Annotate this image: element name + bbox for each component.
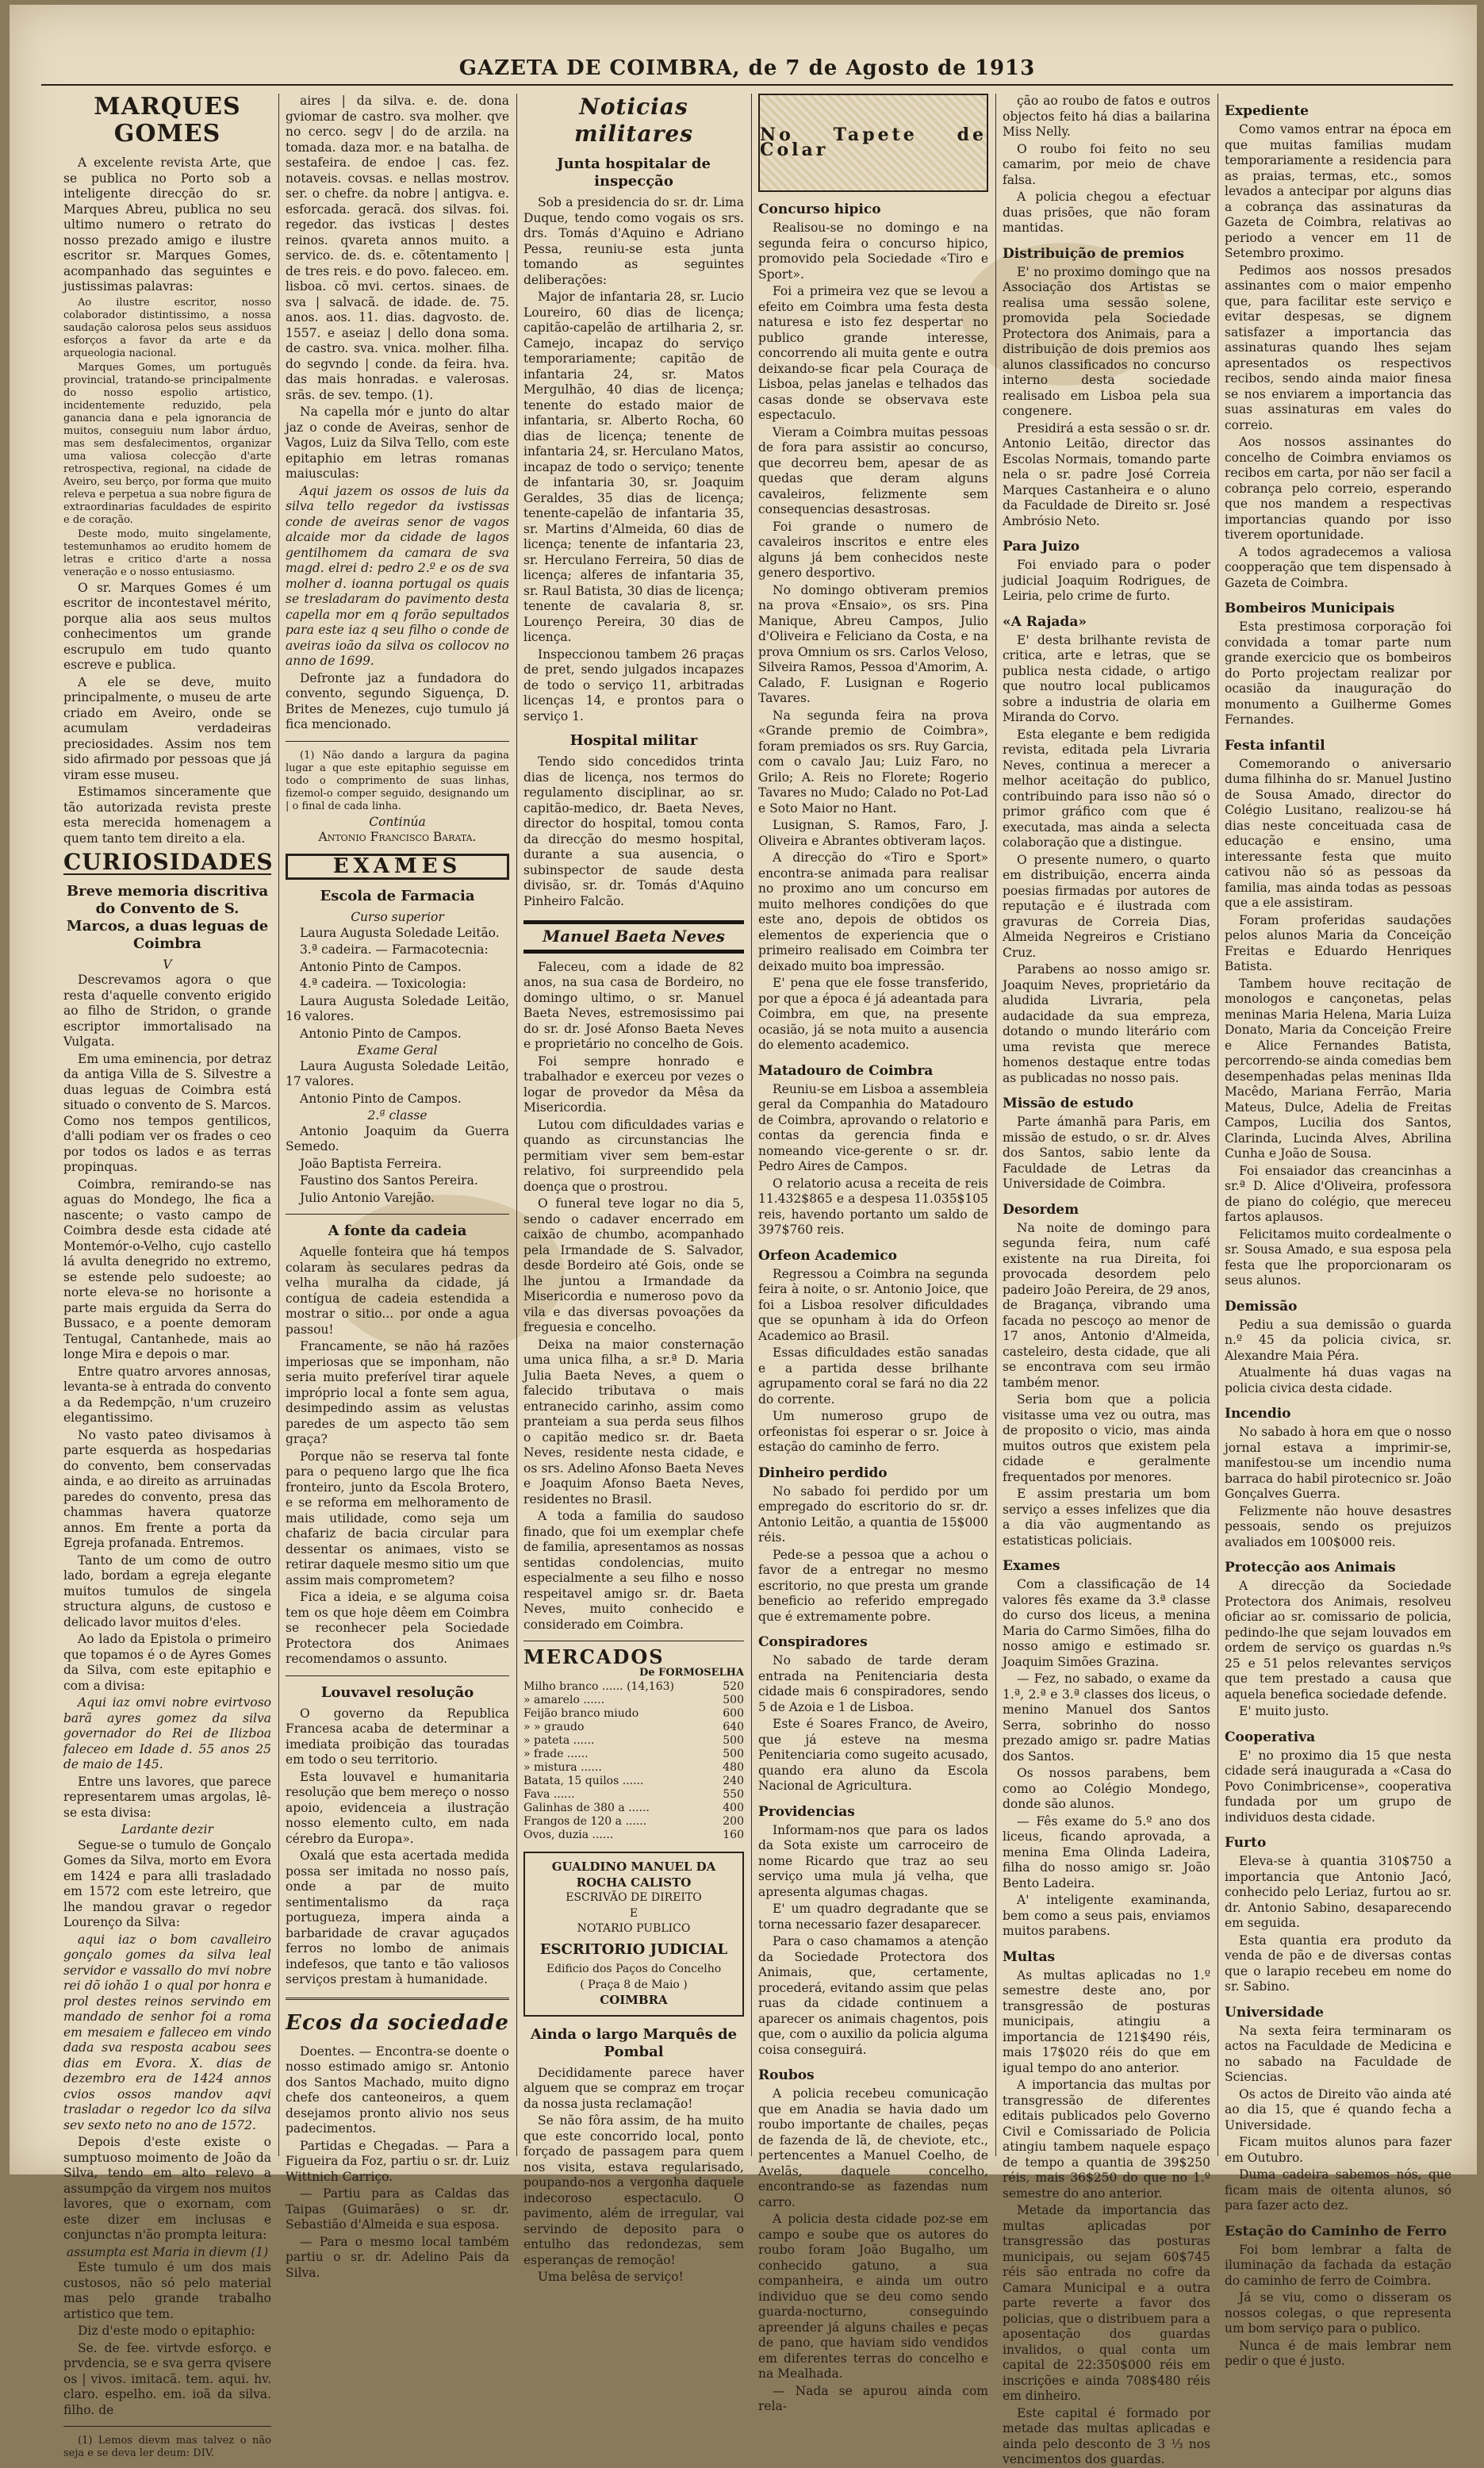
article-paragraph: Foi bom lembrar a falta de iluminação da fachada da estação do caminho de ferro de Coimbra.: [1225, 2242, 1451, 2288]
subheadline-hospital-militar: Hospital militar: [569, 732, 698, 749]
article-paragraph: Ao ilustre escritor, nosso colaborador distintissimo, a nossa saudação calorosa pelos seus assiduos esforços a favor da arte e da arqueologia nacional.: [63, 296, 271, 359]
article-paragraph: No sabado foi perdido por um empregado do escritorio do sr. dr. Antonio Leitão, a quantia de 15$000 réis.: [758, 1483, 988, 1545]
exam-entry: Antonio Pinto de Campos.: [300, 1091, 462, 1106]
ad-line: ( Praça 8 de Maio ): [580, 1978, 688, 1991]
article-paragraph: Pedimos aos nossos presados assinantes com o maior empenho que, para facilitar este serviço e evitar despesas, se dignem satisfazer a importancia das assinaturas quando lhes sejam apresentados os respectivos recibos, sendo ainda maior finesa se nos enviarem a importancia das suas assinaturas em vales do correio.: [1225, 263, 1451, 432]
column-3: [523, 94, 744, 2284]
ad-name: GUALDINO MANUEL DA ROCHA CALISTO: [551, 1860, 716, 1890]
market-location: De FORMOSELHA: [639, 1666, 744, 1679]
article-paragraph: No sabado de tarde deram entrada na Penitenciaria desta cidade mais 6 conspiradores, sendo 5 de Azoia e 1 de Lisboa.: [758, 1653, 988, 1714]
article-paragraph: A ele se deve, muito principalmente, o museu de arte criado em Aveiro, onde se acumulam verdadeiras preciosidades. Assim nos tem sido afirmado por pessoas que já viram esse museu.: [63, 674, 271, 782]
headline-distribuicao-premios: Distribuição de premios: [1003, 245, 1185, 262]
article-paragraph: Entre quatro arvores annosas, levanta-se à entrada do convento a da Redempção, n'um cruzeiro elegantissimo.: [63, 1364, 271, 1425]
continua-note: Continúa: [369, 814, 426, 829]
headline-curiosidades: CURIOSIDADES: [63, 849, 274, 875]
article-paragraph: A' inteligente examinanda, bem como a seus pais, enviamos muitos parabens.: [1003, 1893, 1210, 1938]
divider: [286, 1214, 509, 1215]
exam-entry: Antonio Pinto de Campos.: [300, 959, 462, 974]
article-paragraph: Este capital é formado por metade das multas aplicadas e ainda pelo desconto de 3 ⅓ nos vencimentos dos guardas.: [1003, 2405, 1210, 2466]
headline-a-rajada: «A Rajada»: [1003, 613, 1087, 630]
column-6: [1225, 94, 1451, 2368]
divider: [286, 1675, 509, 1676]
column-divider: [751, 94, 752, 2156]
article-paragraph: Tendo sido concedidos trinta dias de licença, nos termos do regulamento disciplinar, ao sr. capitão-medico, dr. Baeta Neves, director do hospital, tomou conta da direcção do mesmo hospital, durante a sua ausencia, o subinspector de saude desta divisão, sr. dr. Tomás d'Aquino Pinheiro Falcão.: [523, 754, 744, 908]
headline-desordem: Desordem: [1003, 1201, 1079, 1218]
subheadline-escola-farmacia: Escola de Farmacia: [320, 888, 475, 904]
ad-city: COIMBRA: [600, 1993, 668, 2007]
article-paragraph: Esta elegante e bem redigida revista, editada pela Livraria Neves, continua a merecer a melhor aceitação do publico, contribuindo para isso não só o primor gráfico com que é executada, mas ainda a selecta colaboração que a distingue.: [1003, 727, 1210, 850]
headline-orfeon: Orfeon Academico: [758, 1247, 897, 1264]
headline-conspiradores: Conspiradores: [758, 1634, 868, 1650]
headline-louvavel-resolucao: Louvavel resolução: [320, 1683, 474, 1701]
article-paragraph: Pediu a sua demissão o guarda n.º 45 da policia civica, sr. Alexandre Maia Péra.: [1225, 1317, 1451, 1363]
article-paragraph: Uma belêsa de serviço!: [538, 2270, 684, 2284]
headline-universidade: Universidade: [1225, 2004, 1324, 2021]
headline-demissao: Demissão: [1225, 1298, 1298, 1315]
exam-entry: João Baptista Ferreira.: [300, 1156, 442, 1171]
headline-expediente: Expediente: [1225, 103, 1309, 119]
exam-entry: Julio Antonio Varejão.: [300, 1190, 435, 1205]
masthead: [41, 52, 1453, 86]
headline-cooperativa: Cooperativa: [1225, 1729, 1316, 1745]
headline-multas: Multas: [1003, 1948, 1056, 1965]
article-paragraph: Se não fôra assim, de ha muito que este concorrido local, ponto forçado de passagem para quem nos visita, estava regularisado, poupando-nos a vergonha daquele indecoroso espectaculo. O pavimento, além de irregular, vai servindo de deposito para o entulho das redondezas, sem esperanças de remoção!: [523, 2113, 744, 2267]
headline-exames: EXAMES: [286, 854, 509, 881]
article-paragraph: Comemorando o aniversario duma filhinha do sr. Manuel Justino de Sousa Amado, director do Colégio Lusitano, realizou-se há dias neste conceituada casa de educação e ensino, uma interessante festa que muito cativou não só as pessoas da familia, mas ainda todas as pessoas que a ele assistiram.: [1225, 756, 1451, 910]
article-paragraph: Foi a primeira vez que se levou a efeito em Coimbra uma festa desta naturesa e isto fez despertar no publico grande interesse, concorrendo ali muita gente e outra deixando-se ficar pela Couraça de Lisboa, pelas janelas e telhados das casas donde se observava este espectaculo.: [758, 284, 988, 422]
newspaper-page: [10, 5, 1477, 2466]
headline-missao-estudo: Missão de estudo: [1003, 1096, 1134, 1111]
article-paragraph: A direcção da Sociedade Protectora dos Animais, resolveu oficiar ao sr. comissario de policia, pedindo-lhe que sejam louvados em ordem de serviço os guardas n.ºs 25 e 51 pelos relevantes serviços que tem prestado a causa que aquela benefica sociedade defende.: [1225, 1579, 1451, 1702]
column-divider: [516, 94, 517, 2156]
article-paragraph: A direcção do «Tiro e Sport» encontra-se animada para realisar no proximo ano um concurso em muito melhores condições do que este ano, depois de obtidos os elementos de experiencia que o primeiro realisado em Coimbra ter deixado muito boa impressão.: [758, 850, 988, 973]
headline-furto: Furto: [1225, 1835, 1267, 1851]
article-paragraph: Doentes. — Encontra-se doente o nosso estimado amigo sr. Antonio dos Santos Machado, muito digno chefe dos canteoneiros, a quem desejamos pronto alivio nos seus padecimentos.: [286, 2044, 509, 2136]
article-paragraph: Vieram a Coimbra muitas pessoas de fora para assistir ao concurso, que decorreu bem, apesar de as quedas que deram alguns cavaleiros, felizmente sem consequencias desastrosas.: [758, 424, 988, 516]
ad-line: NOTARIO PUBLICO: [577, 1922, 691, 1935]
divider: [286, 741, 509, 742]
ad-office: ESCRITORIO JUDICIAL: [539, 1940, 728, 1958]
article-paragraph: Foi sempre honrado e trabalhador e exerceu por vezes o logar de provedor da Mêsa da Misericordia.: [523, 1054, 744, 1115]
article-paragraph: Felizmente não houve desastres pessoais, sendo os prejuizos avaliados em 100$000 reis.: [1225, 1503, 1451, 1549]
article-paragraph: Inspeccionou tambem 26 praças de pret, sendo julgados incapazes de todo o serviço 11, arbitradas licenças 14, e prontos para o serviço 1.: [523, 647, 744, 724]
headline-largo-marques-pombal: Ainda o largo Marquês de Pombal: [530, 2025, 738, 2060]
article-paragraph: Porque não se reserva tal fonte para o pequeno largo que lhe fica fronteiro, junto da Escola Brotero, e se reforma em melhoramento de mais utilidade, como seja um chafariz de bacia circular para dessentar os animaes, visto se retirar daquele mesmo sitio um que assim mais comprometem?: [286, 1449, 509, 1587]
article-paragraph: Lusignan, S. Ramos, Faro, J. Oliveira e Abrantes obtiveram laços.: [758, 818, 988, 848]
headline-festa-infantil: Festa infantil: [1225, 737, 1325, 754]
headline-incendio: Incendio: [1225, 1406, 1291, 1422]
article-paragraph: Coimbra, remirando-se nas aguas do Mondego, lhe fica a nascente; o vasto campo de Coimbra desde esta cidade até Montemór-o-Velho, cujo castello lá avulta denegrido no extremo, se estende pelo sudoeste; ao norte eleva-se no horisonte a parte mais erguida da Serra do Bussaco, e a poente demoram Tentugal, Cantanhede, mais ao longe Mira e depois o mar.: [63, 1176, 271, 1361]
article-paragraph: Este é Soares Franco, de Aveiro, que já esteve na mesma Penitenciaria como sugeito acusado, quando era aluno da Escola Nacional de Agricultura.: [758, 1717, 988, 1793]
article-paragraph: Aos nossos assinantes do concelho de Coimbra enviamos os recibos em carta, por não ser facil a cobrança pelo correio, esperando que nos mandem a respectivas importancias quando por isso tiverem oportunidade.: [1225, 435, 1451, 542]
exam-entry: Antonio Pinto de Campos.: [300, 1026, 462, 1041]
article-paragraph: O governo da Republica Francesa acaba de determinar a imediata proibição das touradas em todo o seu territorio.: [286, 1706, 509, 1767]
market-row: Fava ...... 550: [523, 1788, 744, 1801]
article-paragraph: Na capella mór e junto do altar jaz o conde de Aveiras, senhor de Vagos, Luiz da Silva Tello, com este epitaphio em letras romanas maiusculas:: [286, 405, 509, 481]
article-paragraph: Entre uns lavores, que parece representarem umas argolas, lê-se esta divisa:: [63, 1774, 271, 1820]
article-paragraph: O relatorio acusa a receita de reis 11.432$865 e a despesa 11.035$105 reis, havendo portanto um saldo de 397$760 reis.: [758, 1176, 988, 1237]
article-paragraph: Ao lado da Epistola o primeiro que topamos é o de Ayres Gomes da Silva, com este epitaphio e com a divisa:: [63, 1632, 271, 1693]
article-paragraph: Sob a presidencia do sr. dr. Lima Duque, tendo como vogais os srs. drs. Tomás d'Aquino e Adriano Pessa, reuniu-se esta junta tomando as seguintes deliberações:: [523, 195, 744, 287]
article-paragraph: Segue-se o tumulo de Gonçalo Gomes da Silva, morto em Evora em 1424 e para alli trasladado em 1572 com este letreiro, que lhe mandou gravar o regedor Lourenço da Silva:: [63, 1837, 271, 1929]
headline-providencias: Providencias: [758, 1803, 855, 1820]
column-4: [758, 94, 988, 2413]
article-paragraph: Faleceu, com a idade de 82 anos, na sua casa de Bordeiro, no domingo ultimo, o sr. Manuel Baeta Neves, estremosissimo pai do sr. dr. José Afonso Baeta Neves e proprietário no concelho de Gois.: [523, 959, 744, 1051]
article-paragraph: A policia desta cidade poz-se em campo e soube que os autores do roubo foram João Bugalho, um conhecido gatuno, a sua companheira, e ainda um outro individuo que se deu como sendo guarda-nocturno, conseguindo apreender já alguns chailes e peças de pano, que haviam sido vendidos em diferentes terras do concelho e na Mealhada.: [758, 2212, 988, 2381]
ornament-title: No Tapete de Colar: [760, 124, 987, 160]
article-paragraph: Esta quantia era produto da venda de pão e de diversas contas que o larapio recebeu em nome do sr. Sabino.: [1225, 1933, 1451, 1994]
article-paragraph: A excelente revista Arte, que se publica no Porto sob a inteligente direcção do sr. Marques Abreu, publica no seu ultimo numero o retrato do nosso prezado amigo e ilustre escritor sr. Marques Gomes, acompanhado das seguintes e justissimas palavras:: [63, 155, 271, 294]
article-paragraph: Já se viu, como o disseram os nossos colegas, o que representa um bom serviço para o publico.: [1225, 2290, 1451, 2336]
article-paragraph: — Nada se apurou ainda com rela-: [758, 2383, 988, 2413]
article-paragraph: Nunca é de mais lembrar nem pedir o que é justo.: [1225, 2338, 1451, 2368]
ad-line: E: [629, 1906, 638, 1920]
article-paragraph: Parabens ao nosso amigo sr. Joaquim Neves, proprietário da aludida Livraria, pela audacidade da sua empreza, dotando o mundo literário com uma revista que merece homenos destaque entre todas as publicadas no nosso pais.: [1003, 962, 1210, 1085]
article-paragraph: Esta louvavel e humanitaria resolução que bem mereço o nosso apoio, evidenceia a ilustração nosso elemento culto, em nada cérebro da Europa».: [286, 1769, 509, 1846]
article-paragraph: O presente numero, o quarto em distribuição, encerra ainda poesias firmadas por autores de reputação e é ilustrada com gravuras de Correia Dias, Almeida Negreiros e Cristiano Cruz.: [1003, 852, 1210, 960]
article-paragraph: Fica a ideia, e se alguma coisa tem os que hoje dêem em Coimbra se reconhecer pela Sociedade Protectora dos Animaes recomendamos o assunto.: [286, 1590, 509, 1666]
article-paragraph: Os nossos parabens, bem como ao Colégio Mondego, donde são alunos.: [1003, 1766, 1210, 1811]
ad-line: ESCRIVÃO DE DIREITO: [566, 1891, 702, 1904]
article-paragraph: ção ao roubo de fatos e outros objectos feito há dias a bailarina Miss Nelly.: [1003, 94, 1210, 139]
market-price-list: [523, 1680, 744, 1842]
article-paragraph: E' no proximo domingo que na Associação dos Artistas se realisa uma sessão solene, promovida pela Sociedade Protectora dos Animais, para a distribuição de dois premios aos alunos classificados no concurso interno desta sociedade realisado em Lisboa pela sua congenere.: [1003, 264, 1210, 418]
subheadline-junta: Junta hospitalar de inspecção: [557, 155, 711, 190]
article-paragraph: Reuniu-se em Lisboa a assembleia geral da Companhia do Matadouro de Coimbra, aprovando o relatorio e contas da gerencia finda e nomeando vice-gerente o sr. dr. Pedro Aires de Campos.: [758, 1081, 988, 1173]
headline-exames: Exames: [1003, 1558, 1060, 1574]
epitaph: aqui iaz o bom cavalleiro gonçalo gomes da silva leal servidor e vassallo do mvi nobre rei dõ iohão 1 o qual por honra e prol destes reinos servindo em mandado de senhor foi a roma em mesaiem e falleceo em vindo dada sva resposta acabou sees dias em Evora. X. dias de dezembro era de 1424 annos cvios ossos mandov aqvi trasladar o regedor lco da silva sev sexto neto no ano de 1572.: [63, 1932, 271, 2132]
article-paragraph: Um numeroso grupo de orfeonistas foi esperar o sr. Joice à estação do caminho de ferro.: [758, 1409, 988, 1454]
article-paragraph: Esta prestimosa corporação foi convidada a tomar parte num grande exercicio que os bombeiros do Porto projectam realizar por ocasião da inauguração do monumento a Guilherme Gomes Fernandes.: [1225, 620, 1451, 727]
article-paragraph: Em uma eminencia, por detraz da antiga Villa de S. Silvestre a duas leguas de Coimbra está situado o convento de S. Marcos. Como nos tempos gentilicos, d'alli podiam ver os frades o ceo por todos os lados e as terras propinquas.: [63, 1051, 271, 1174]
column-2: [286, 94, 509, 2280]
article-paragraph: Parte ámanhã para Paris, em missão de estudo, o sr. dr. Alves dos Santos, sabio lente da Faculdade de Letras da Universidade de Coimbra.: [1003, 1115, 1210, 1191]
article-paragraph: — Para o mesmo local também partiu o sr. dr. Adelino Pais da Silva.: [286, 2234, 509, 2280]
article-paragraph: Duma cadeira sabemos nós, que ficam mais de oitenta alunos, só para fazer acto dez.: [1225, 2167, 1451, 2213]
article-paragraph: Como vamos entrar na época em que muitas familias mudam temporariamente a residencia para as praias, termas, etc., somos levados a antecipar por alguns dias a cobrança das assinaturas da Gazeta de Coimbra, relativas ao periodo a vencer em 11 de Setembro proximo.: [1225, 122, 1451, 260]
footnote: (1) Não dando a largura da pagina lugar a que este epitaphio seguisse em todo o comprimento de suas linhas, fizemol-o comper seguido, designando um | o final de cada linha.: [286, 749, 509, 812]
article-paragraph: Na noite de domingo para segunda feira, num café existente na rua Direita, foi provocada desordem pelo padeiro João Pereira, de 29 anos, de Bragança, vibrando uma facada no pescoço ao menor de 17 anos, Antonio d'Almeida, casteleiro, desta cidade, que ali se encontrava com seu irmão também menor.: [1003, 1220, 1210, 1390]
article-paragraph: Deixa na maior consternação uma unica filha, a sr.ª D. Maria Julia Baeta Neves, a quem o falecido tributava o mais entranecido carinho, assim como pranteiam a sua perda seus filhos o capitão medico sr. dr. Baeta Neves, residente nesta cidade, e os srs. Adelino Afonso Baeta Neves e Joaquim Afonso Baeta Neves, residentes no Brasil.: [523, 1337, 744, 1507]
ad-line: Edificio dos Paços do Concelho: [546, 1963, 722, 1975]
article-paragraph: Os actos de Direito vão ainda até ao dia 15, que é quando fecha a Universidade.: [1225, 2086, 1451, 2132]
article-paragraph: Diz d'este modo o epitaphio:: [78, 2324, 255, 2338]
article-paragraph: E' desta brilhante revista de critica, arte e letras, que se publica nesta cidade, o artigo que noutro local publicamos sobre a industria de olaria em Miranda do Corvo.: [1003, 632, 1210, 724]
article-paragraph: Defronte jaz a fundadora do convento, segundo Siguença, D. Brites de Menezes, cujo tumulo já fica mencionado.: [286, 670, 509, 731]
article-paragraph: Partidas e Chegadas. — Para a Figueira da Foz, partiu o sr. dr. Luiz Wittnich Carriço.: [286, 2138, 509, 2184]
subheadline-breve-memoria: Breve memoria discritiva do Convento de S. Marcos, a duas leguas de Coimbra: [66, 882, 269, 952]
headline-dinheiro-perdido: Dinheiro perdido: [758, 1464, 888, 1481]
article-paragraph: Lutou com dificuldades varias e quando as circunstancias lhe permitiam viver sem bem-estar relativo, foi surpreendido pela doença que o prostrou.: [523, 1117, 744, 1194]
exam-entry: Antonio Joaquim da Guerra Semedo.: [286, 1123, 509, 1153]
headline-fonte-cadeia: A fonte da cadeia: [328, 1222, 467, 1239]
article-paragraph: No domingo obtiveram premios na prova «Ensaio», os srs. Pina Manique, Abreu Campos, Julio d'Oliveira e Feliciano da Costa, e na prova Omnium os srs. Carlos Veloso, Silveira Ramos, Pessoa d'Amorim, A. Calado, F. Lusignan e Rogerio Tavares.: [758, 582, 988, 705]
chapter-number: V: [163, 957, 172, 972]
section-ornament-header: [758, 94, 988, 192]
headline-proteccao-animais: Protecção aos Animais: [1225, 1560, 1396, 1576]
market-row: Ovos, duzia ...... 160: [523, 1829, 744, 1841]
market-row: » pateta ...... 500: [523, 1734, 744, 1747]
article-paragraph: A policia recebeu comunicação que em Anadia se havia dado um roubo importante de chailes, peças de fazenda de lã, de cheviote, etc., pertencentes a Manuel Coelho, de Avelãs, daquele concelho, encontrando-se as fazendas num carro.: [758, 2086, 988, 2209]
column-divider: [1217, 94, 1218, 2156]
article-paragraph: Felicitamos muito cordealmente o sr. Sousa Amado, e sua esposa pela festa que lhe proporcionaram os seus alunos.: [1225, 1226, 1451, 1288]
market-row: » » graudo 640: [523, 1721, 744, 1733]
market-row: » frade ...... 500: [523, 1748, 744, 1760]
article-paragraph: E' pena que ele fosse transferido, por que a época é já adeantada para Coimbra, em que, na presente ocasião, já se nota muito a ausencia do elemento academico.: [758, 976, 988, 1052]
article-paragraph: Decididamente parece haver alguem que se compraz em troçar da nossa justa reclamação!: [523, 2065, 744, 2111]
article-paragraph: A toda a familia do saudoso finado, que foi um exemplar chefe de familia, apresentamos as nossas sentidas condolencias, muito especialmente a seu filho e nosso respeitavel amigo sr. dr. Baeta Neves, muito conhecido e considerado em Coimbra.: [523, 1509, 744, 1632]
article-paragraph: A todos agradecemos a valiosa coopperação que tem dispensado à Gazeta de Coimbra.: [1225, 544, 1451, 590]
article-paragraph: O roubo foi feito no seu camarim, por meio de chave falsa.: [1003, 141, 1210, 187]
headline-noticias-militares: Noticias militares: [574, 94, 693, 147]
market-row: Feijão branco miudo 600: [523, 1707, 744, 1720]
article-paragraph: Major de infantaria 28, sr. Lucio Loureiro, 60 dias de licença; capitão-capelão de artilharia 2, sr. Camejo, incapaz do serviço temporariamente; capitão de infantaria 24, sr. Matos Mergulhão, 40 dias de licença; tenente do estado maior de infantaria, sr. Alberto Rocha, 60 dias de licença; tenente de infantaria 24, sr. Herculano Matos, incapaz de todo o serviço; tenente de infantaria 30, sr. Joaquim Geraldes, 35 dias de licença; tenente-capelão de infantaria 35, sr. Martins d'Almeida, 60 dias de licença; tenente de infantaria 23, sr. Herculano Ferreira, 50 dias de licença; alferes de infantaria 35, sr. Raul Batista, 30 dias de licença; tenente de cavalaria 8, sr. Lourenço Pereira, 30 dias de licença.: [523, 290, 744, 644]
article-paragraph: Na sexta feira terminaram os actos na Faculdade de Medicina e no sabado na Faculdade de Sciencias.: [1225, 2023, 1451, 2084]
exam-entry: Laura Augusta Soledade Leitão, 16 valores.: [286, 993, 509, 1023]
footnote: (1) Lemos dievm mas talvez o não seja e se deva ler deum: DIV.: [63, 2435, 271, 2459]
exam-category: Exame Geral: [357, 1043, 438, 1057]
exam-entry: 3.ª cadeira. — Farmacotecnia:: [300, 942, 489, 957]
column-1: [63, 93, 274, 2459]
article-paragraph: A policia chegou a efectuar duas prisões, que não foram mantidas.: [1003, 190, 1210, 235]
article-paragraph: A importancia das multas por transgressão de diferentes editais publicados pelo Governo Civil e Comissariado de Policia atingiu tambem naquele espaço de tempo a quantia de 39$250 réis, mais 36$250 do que no 1.º semestre do ano anterior.: [1003, 2078, 1210, 2201]
article-paragraph: Essas dificuldades estão sanadas e a partida desse brilhante agrupamento coral se fará no dia 22 do corrente.: [758, 1345, 988, 1407]
article-paragraph: No vasto pateo divisamos à parte esquerda as hospedarias do convento, bem conservadas ainda, e ao direito as arruinadas paredes do convento, presa das chammas havera quatorze annos. Em frente a porta da Egreja profanada. Entremos.: [63, 1427, 271, 1550]
epitaph: aires | da silva. e. de. dona gviomar de castro. sva molher. qve no cerco. segv | do de arzila. na tomada. daza mor. e na batalha. de sestafeira. de endoe | cas. fez. notaveis. covsas. e nellas mostrov. ser. o chefre. da nobre | antigva. e. esforcada. geracã. dos silvas. foi. regedor. das ivsticas | destes reinos. qvareta annos muito. a servico. de. ds. e. cõtentamento | de tres reis. e do povo. faleceo. em. lisboa. cõ mvi. certos. sinaes. de sva | salvacã. de idade. de. 75. anos. aos. 11. dias. dagvosto. de. 1557. e aseiaz | dello dona soma. de castro. sva. vnica. molher. filha. do segvndo | conde. da feira. hva. das mais honradas. e valerosas. srãs. de sev. tempo. (1).: [286, 94, 509, 402]
article-paragraph: Descrevamos agora o que resta d'aquelle convento erigido ao filho de Stridon, o grande escriptor immortalisado na Vulgata.: [63, 973, 271, 1049]
article-paragraph: Regressou a Coimbra na segunda feira à noite, o sr. Antonio Joice, que foi a Lisboa resolver dificuldades que se opunham à ida do Orfeon Academico ao Brasil.: [758, 1266, 988, 1343]
headline-matadouro: Matadouro de Coimbra: [758, 1062, 934, 1079]
exam-entry: 4.ª cadeira. — Toxicologia:: [300, 977, 466, 991]
article-paragraph: — Fez, no sabado, o exame da 1.ª, 2.ª e 3.ª classes dos liceus, o menino Manuel dos Santos Serra, sobrinho do nosso prezado amigo sr. padre Matias dos Santos.: [1003, 1672, 1210, 1764]
article-paragraph: No sabado à hora em que o nosso jornal estava a imprimir-se, manifestou-se um incendio numa barraca do habil pirotecnico sr. João Gonçalves Guerra.: [1225, 1425, 1451, 1501]
exam-entry: Laura Augusta Soledade Leitão, 17 valores.: [286, 1058, 509, 1088]
article-paragraph: Metade da importancia das multas aplicadas por transgressão das posturas municipais, ou sejam 60$745 réis são entrada no cofre da Camara Municipal e a outra parte reverte a favor dos policias, que o distribuem para a aposentação dos guardas invalidos, o qual conta um capital de 22:350$000 réis em inscrições e ainda 708$480 réis em dinheiro.: [1003, 2203, 1210, 2403]
headline-bombeiros: Bombeiros Municipais: [1225, 601, 1395, 616]
column-divider: [278, 94, 279, 2156]
article-paragraph: — Partiu para as Caldas das Taipas (Guimarães) o sr. dr. Sebastião d'Almeida e sua esposa.: [286, 2186, 509, 2232]
article-paragraph: Seria bom que a policia visitasse uma vez ou outra, mas de proposito o vicio, mas ainda muitos outros que existem pela cidade e geralmente frequentados por menores.: [1003, 1392, 1210, 1484]
notary-advertisement: [523, 1852, 744, 2017]
headline-mercados: MERCADOS: [523, 1645, 665, 1668]
article-paragraph: O funeral teve logar no dia 5, sendo o cadaver encerrado em caixão de chumbo, acompanhado pela Irmandade de S. Salvador, desde Bordeiro até Gois, onde se lhe juntou a Irmandade da Misericordia e numeroso povo da vila e das diversas povoações da freguesia e concelho.: [523, 1196, 744, 1334]
market-row: Batata, 15 quilos ...... 240: [523, 1775, 744, 1787]
divider: [63, 2426, 271, 2427]
article-paragraph: Realisou-se no domingo e na segunda feira o concurso hipico, promovido pela Sociedade «Tiro e Sport».: [758, 221, 988, 282]
article-paragraph: O sr. Marques Gomes é um escritor de incontestavel mérito, porque alia aos seus multos conhecimentos um grande escrupulo em tudo quanto escreve e publica.: [63, 580, 271, 672]
article-paragraph: Presidirá a esta sessão o sr. dr. Antonio Leitão, director das Escolas Normais, tomando parte nela o sr. padre José Correia Marques Castanheira e o aluno da Faculdade de Direito sr. José Ambrósio Neto.: [1003, 420, 1210, 528]
exam-entry: Laura Augusta Soledade Leitão.: [300, 925, 500, 940]
article-paragraph: Foi grande o numero de cavaleiros inscritos e entre eles alguns já bem conhecidos neste genero desportivo.: [758, 519, 988, 580]
epitaph: Aqui jazem os ossos de luis da silva tello regedor da ivstissas conde de aveiras senor de vagos alcaide mor da cidade de lagos gentilhomem da camara de sva magd. elrei d: pedro 2.º e os de sva molher d. ioanna portugal os quais se tresladaram do pavimento desta capella mor em q forão sepultados para este iaz q seu filho o conde de aveiras ioão da silva os collocov no anno de 1699.: [286, 483, 509, 668]
epitaph: Se. de fee. virtvde esforço. e prvdencia, se e sva gerra qvisere os | vivos. imitacã. tem. aqui. hv. claro. espelho. em. ioã da silva. filho. de: [63, 2340, 271, 2417]
article-paragraph: Para o caso chamamos a atenção da Sociedade Protectora dos Animais, que, certamente, procederá, evitando assim que pelas ruas da cidade continuem a aparecer os animais chagentos, pois que, com o auxilio da policia alguma coisa conseguirá.: [758, 1934, 988, 2057]
market-row: Milho branco ...... (14,163) 520: [523, 1680, 744, 1693]
column-5: [1003, 94, 1210, 2466]
headline-roubos: Roubos: [758, 2067, 815, 2083]
article-paragraph: Aquelle fonteira que há tempos colaram às seculares pedras da velha muralha da cidade, já contígua de cadeia estendida a mostrar o sitio... por onde a agua passou!: [286, 1245, 509, 1337]
epitaph: Aqui iaz omvi nobre evirtvoso barã ayres gomez da silva governador do Rei de Ilizboa faleceo em Idade d. 55 anos 25 de maio de 145.: [63, 1695, 271, 1771]
article-paragraph: Com a classificação de 14 valores fês exame da 3.ª classe do curso dos liceus, a menina Maria do Carmo Simões, filha do nosso amigo e estimado sr. Joaquim Simões Grazina.: [1003, 1577, 1210, 1669]
article-paragraph: E' um quadro degradante que se torna necessario fazer desaparecer.: [758, 1902, 988, 1932]
article-paragraph: As multas aplicadas no 1.º semestre deste ano, por transgressão de posturas municipais, atingiu a importancia de 121$490 réis, mais 17$020 réis do que em igual tempo do ano anterior.: [1003, 1967, 1210, 2075]
article-paragraph: Estimamos sinceramente que tão autorizada revista preste esta merecida homenagem a quem tanto tem direito a ela.: [63, 785, 271, 846]
divider: [286, 1998, 509, 2000]
article-paragraph: Ficam muitos alunos para fazer em Outubro.: [1225, 2135, 1451, 2165]
article-paragraph: Tanto de um como de outro lado, bordam a egreja elegante muitos tumulos de singela structura alguns, de custoso e delicado lavor muitos d'eles.: [63, 1553, 271, 1629]
article-paragraph: — Fês exame do 5.º ano dos liceus, ficando aprovada, a menina Ema Olinda Ladeira, filha do nosso amigo sr. João Bento Ladeira.: [1003, 1814, 1210, 1890]
article-paragraph: Francamente, se não há razões imperiosas que se imponham, não seria muito preferível tirar aquele impróprio local a fonte sem agua, desimpedindo assim as velustas paredes de um aspecto tão sem graça?: [286, 1339, 509, 1446]
article-paragraph: Na segunda feira na prova «Grande premio de Coimbra», foram premiados os srs. Ruy Garcia, com o cavalo Jau; Luiz Faro, no Grilo; A. Reis no Florete; Rogerio Tavares no Mudo; Calado no Pot-Lad e Soto Maior no Hant.: [758, 708, 988, 816]
article-paragraph: Marques Gomes, um português provincial, tratando-se principalmente do nosso espolio artistico, incidentemente reduzido, pela ganancia dana e pela ignorancia de muitos, conseguiu num labor árduo, mas sem desfalecimentos, organizar uma valiosa colecção d'arte retrospectiva, regional, na cidade de Aveiro, seu berço, por forma que muito releva e perpetua a sua nobre figura de extraordinarias faculdades de espirito e de coração.: [63, 361, 271, 526]
obituary-header: Manuel Baeta Neves: [523, 920, 744, 954]
inscription: assumpta est Maria in dievm (1): [66, 2244, 269, 2259]
masthead-title: GAZETA DE COIMBRA, de 7 de Agosto de 1913: [458, 56, 1036, 80]
article-paragraph: Eleva-se à quantia 310$750 a importancia que Antonio Jacó, conhecido pelo Leriaz, furtou ao sr. dr. Antonio Sabino, desaparecendo em seguida.: [1225, 1854, 1451, 1930]
article-paragraph: Oxalá que esta acertada medida possa ser imitada no nosso país, onde a par de muito sentimentalismo da raça portugueza, impera ainda a barbaridade de cravar aguçados ferros no lombo de animais indefesos, que tanto e tão valiosos serviços prestam à humanidade.: [286, 1848, 509, 1986]
headline-marques-gomes: MARQUES GOMES: [94, 93, 241, 148]
author-signature: Antonio Francisco Barata.: [318, 830, 477, 844]
exam-category: 2.ª classe: [367, 1108, 428, 1123]
article-paragraph: E' muito justo.: [1239, 1704, 1329, 1718]
exam-category: Curso superior: [351, 910, 444, 924]
article-paragraph: Pede-se a pessoa que a achou o favor de a entregar no mesmo escritorio, no que presta um grande beneficio ao referido empregado que é extremamente pobre.: [758, 1547, 988, 1624]
headline-ecos-sociedade: Ecos da sociedade: [286, 2010, 509, 2035]
article-paragraph: Foi enviado para o poder judicial Joaquim Rodrigues, de Leiria, pelo crime de furto.: [1003, 558, 1210, 603]
exam-entry: Faustino dos Santos Pereira.: [300, 1173, 478, 1188]
article-paragraph: Tambem houve recitação de monologos e cançonetas, pelas meninas Maria Helena, Maria Luiza Donato, Maria da Conceição Freire e Alice Fernandes Batista, percorrendo-se ainda comedias bem desempenhadas pelas meninas Ilda Macêdo, Mariana Ferrão, Maria Mateus, Dulce, Adelia de Freitas Campos, Lucilia dos Santos, Clarinda, Lucinda Alves, Abrilina Cunha e João de Sousa.: [1225, 976, 1451, 1161]
headline-para-juizo: Para Juizo: [1003, 539, 1080, 555]
article-paragraph: Atualmente há duas vagas na policia civica desta cidade.: [1225, 1365, 1451, 1395]
article-paragraph: Foi ensaiador das creancinhas a sr.ª D. Alice d'Oliveira, professora de piano do colégio, que mereceu fartos aplausos.: [1225, 1163, 1451, 1224]
article-paragraph: Depois d'este existe o sumptuoso moimento de João da Silva, tendo em alto relevo a assumpção da virgem nos muitos lavores, que o exornam, com este dizer em inclusas e conjunctas n'ão prompta leitura:: [63, 2135, 271, 2242]
column-divider: [995, 94, 996, 2156]
article-paragraph: Informam-nos que para os lados da Sota existe um carroceiro de nome Ricardo que traz ao seu serviço uma mula já velha, que apresenta algumas chagas.: [758, 1822, 988, 1899]
article-paragraph: E assim prestaria um bom serviço a esses infelizes que dia a dia vão augmentando as estatisticas policiais.: [1003, 1487, 1210, 1548]
market-row: Frangos de 120 a ...... 200: [523, 1815, 744, 1828]
market-row: » amarelo ...... 500: [523, 1694, 744, 1706]
article-paragraph: Foram proferidas saudações pelos alunos Maria da Conceição Freitas e Eduardo Henriques Batista.: [1225, 912, 1451, 973]
motto: Lardante dezir: [121, 1822, 214, 1837]
headline-estacao-caminho-ferro: Estação do Caminho de Ferro: [1225, 2223, 1447, 2240]
article-paragraph: Deste modo, muito singelamente, testemunhamos ao erudito homem de letras e critico d'arte a nossa veneração e o nosso entusiasmo.: [63, 528, 271, 578]
market-row: Galinhas de 380 a ...... 400: [523, 1802, 744, 1814]
market-row: » mistura ...... 480: [523, 1761, 744, 1774]
article-paragraph: Este tumulo é um dos mais custosos, não só pelo material mas pelo grande trabalho artistico que tem.: [63, 2260, 271, 2321]
headline-concurso-hipico: Concurso hipico: [758, 202, 881, 217]
article-paragraph: E' no proximo dia 15 que nesta cidade será inaugurada a «Casa do Povo Conimbricense», cooperativa fundada por um grupo de individuos desta cidade.: [1225, 1748, 1451, 1825]
